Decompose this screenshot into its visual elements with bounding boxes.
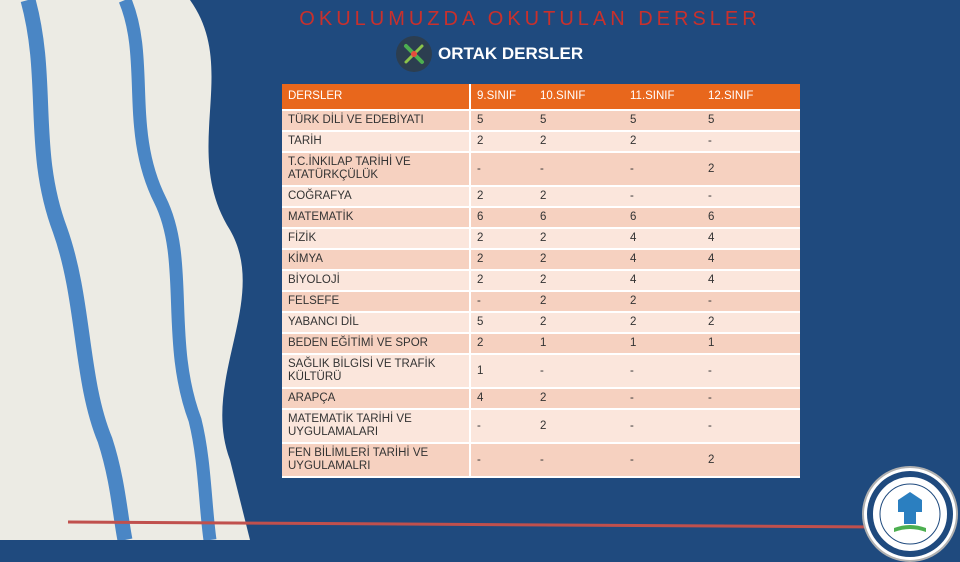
cell-10-sinif: 5 [534,110,624,131]
cell-9-sinif: - [470,443,534,477]
cell-ders: FİZİK [282,228,470,249]
table-row [282,249,800,270]
table-row [282,110,800,131]
header-9-sinif: 9.SINIF [470,84,534,110]
table-row [282,152,800,186]
cell-11-sinif: 4 [624,228,702,249]
table-header-row [282,84,800,110]
cell-ders: MATEMATİK TARİHİ VE UYGULAMALARI [282,409,470,443]
cell-10-sinif: 2 [534,409,624,443]
table-row [282,291,800,312]
cell-9-sinif: 2 [470,228,534,249]
cell-9-sinif: 4 [470,388,534,409]
cell-10-sinif: 2 [534,249,624,270]
cell-10-sinif: 2 [534,228,624,249]
cell-12-sinif: - [702,354,800,388]
cell-12-sinif: 2 [702,312,800,333]
cell-11-sinif: - [624,409,702,443]
cell-ders: TÜRK DİLİ VE EDEBİYATI [282,110,470,131]
crossed-pencils-icon [396,36,432,72]
header-12-sinif: 12.SINIF [702,84,800,110]
cell-9-sinif: 2 [470,333,534,354]
cell-ders: SAĞLIK BİLGİSİ VE TRAFİK KÜLTÜRÜ [282,354,470,388]
cell-9-sinif: - [470,152,534,186]
header-10-sinif: 10.SINIF [534,84,624,110]
cell-11-sinif: - [624,388,702,409]
cell-11-sinif: 2 [624,291,702,312]
table-row [282,228,800,249]
cell-11-sinif: 2 [624,131,702,152]
table-row [282,409,800,443]
cell-10-sinif: 2 [534,312,624,333]
cell-12-sinif: - [702,388,800,409]
cell-9-sinif: 2 [470,131,534,152]
cell-ders: BİYOLOJİ [282,270,470,291]
cell-10-sinif: - [534,443,624,477]
table-row [282,131,800,152]
cell-9-sinif: - [470,409,534,443]
cell-11-sinif: 1 [624,333,702,354]
cell-11-sinif: 2 [624,312,702,333]
cell-ders: KİMYA [282,249,470,270]
table-row [282,270,800,291]
cell-11-sinif: 4 [624,249,702,270]
cell-12-sinif: - [702,291,800,312]
cell-11-sinif: - [624,443,702,477]
cell-10-sinif: - [534,152,624,186]
cell-ders: FELSEFE [282,291,470,312]
cell-12-sinif: 4 [702,249,800,270]
table-body [282,110,800,477]
cell-12-sinif: 5 [702,110,800,131]
cell-9-sinif: - [470,291,534,312]
cell-12-sinif: 2 [702,152,800,186]
subtitle-group [396,36,583,72]
cell-12-sinif: 2 [702,443,800,477]
header-11-sinif: 11.SINIF [624,84,702,110]
cell-12-sinif: 6 [702,207,800,228]
cell-11-sinif: 4 [624,270,702,291]
cell-10-sinif: 2 [534,131,624,152]
cell-10-sinif: 2 [534,388,624,409]
cell-11-sinif: - [624,186,702,207]
cell-10-sinif: 6 [534,207,624,228]
cell-11-sinif: 5 [624,110,702,131]
cell-ders: ARAPÇA [282,388,470,409]
cell-12-sinif: 4 [702,270,800,291]
cell-ders: YABANCI DİL [282,312,470,333]
slide-title: OKULUMUZDA OKUTULAN DERSLER [299,8,761,30]
table-row [282,207,800,228]
cell-10-sinif: 2 [534,270,624,291]
cell-9-sinif: 2 [470,249,534,270]
cell-11-sinif: - [624,152,702,186]
cell-10-sinif: - [534,354,624,388]
cell-ders: T.C.İNKILAP TARİHİ VE ATATÜRKÇÜLÜK [282,152,470,186]
cell-12-sinif: - [702,409,800,443]
cell-9-sinif: 5 [470,312,534,333]
cell-12-sinif: - [702,131,800,152]
cell-12-sinif: 1 [702,333,800,354]
table-row [282,388,800,409]
cell-11-sinif: - [624,354,702,388]
table-row [282,354,800,388]
cell-12-sinif: 4 [702,228,800,249]
cell-10-sinif: 2 [534,291,624,312]
lessons-table [282,84,800,478]
cell-ders: MATEMATİK [282,207,470,228]
cell-9-sinif: 2 [470,270,534,291]
cell-10-sinif: 2 [534,186,624,207]
cell-ders: BEDEN EĞİTİMİ VE SPOR [282,333,470,354]
table-row [282,443,800,477]
cell-11-sinif: 6 [624,207,702,228]
cell-9-sinif: 5 [470,110,534,131]
cell-10-sinif: 1 [534,333,624,354]
cell-ders: TARİH [282,131,470,152]
cell-9-sinif: 6 [470,207,534,228]
cell-9-sinif: 1 [470,354,534,388]
header-dersler: DERSLER [282,84,470,110]
table-row [282,333,800,354]
school-emblem-icon [862,466,958,562]
subtitle: ORTAK DERSLER [438,44,584,63]
cell-12-sinif: - [702,186,800,207]
cell-ders: COĞRAFYA [282,186,470,207]
table-row [282,312,800,333]
cell-ders: FEN BİLİMLERİ TARİHİ VE UYGULAMALRI [282,443,470,477]
table-row [282,186,800,207]
cell-9-sinif: 2 [470,186,534,207]
